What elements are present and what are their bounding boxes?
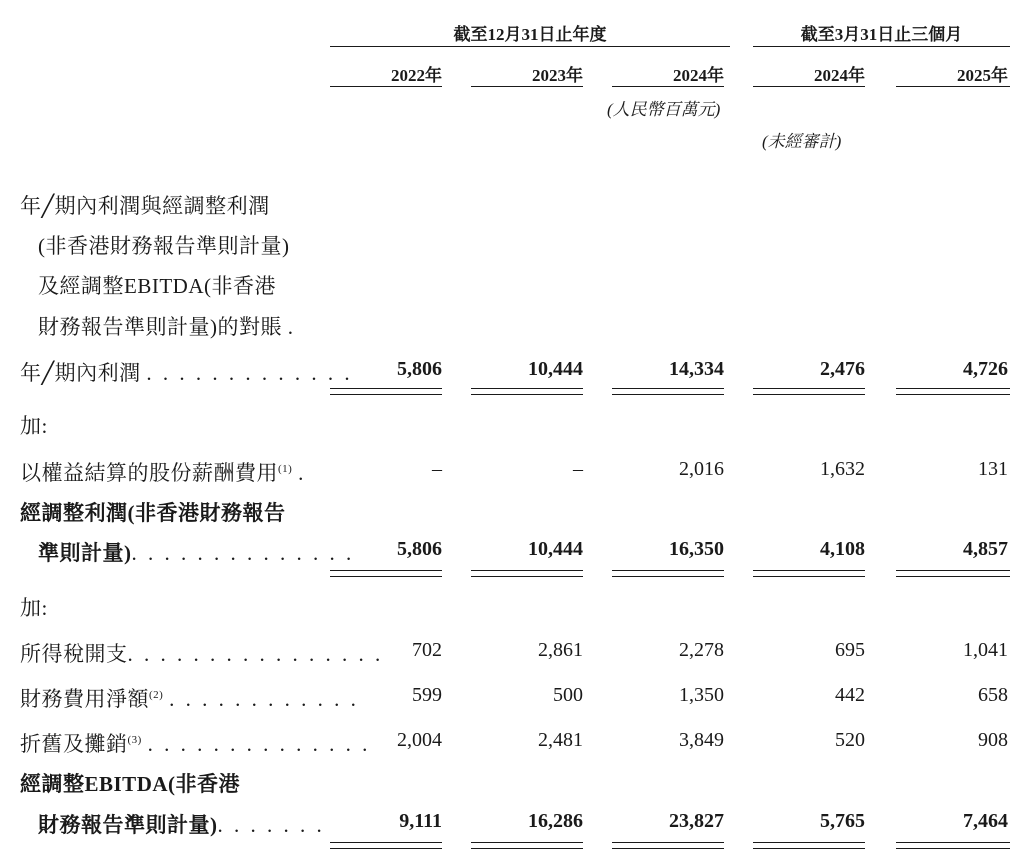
cell-income-tax-2024: 2,278 [679,639,724,661]
rule [330,394,442,395]
cell-adjusted-profit-q2025: 4,857 [963,538,1008,560]
cell-profit-q2025: 4,726 [963,358,1008,380]
rule [471,576,583,577]
header-group-quarter: 截至3月31日止三個月 [800,25,963,44]
rule [612,394,724,395]
cell-adjusted-ebitda-2022: 9,111 [399,810,442,832]
cell-depreciation-2022: 2,004 [397,729,442,751]
row-profit-dots: . . . . . . . . . . . . . [146,361,353,385]
cell-depreciation-q2025: 908 [978,729,1008,751]
cell-adjusted-ebitda-2023: 16,286 [528,810,583,832]
footnote-3: (3) [127,734,142,746]
rule [896,842,1010,843]
cell-income-tax-q2025: 1,041 [963,639,1008,661]
row-depreciation-text: 折舊及攤銷 [20,732,128,756]
rule [612,570,724,571]
section-title-line2: (非香港財務報告準則計量) [38,234,290,258]
rule [330,388,442,389]
rule [896,570,1010,571]
rule [471,388,583,389]
rule [612,388,724,389]
row-income-tax-dots: . . . . . . . . . . . . . . . . [127,642,384,666]
cell-profit-2024: 14,334 [669,358,724,380]
header-group-year: 截至12月31日止年度 [453,25,607,44]
row-adjusted-profit-dots: . . . . . . . . . . . . . . [131,541,355,565]
add-label-2: 加: [20,596,48,620]
unaudited-label: (未經審計) [762,132,842,151]
row-adjusted-profit-label-line2 [38,537,354,567]
row-adjusted-ebitda-label-line1: 經調整EBITDA(非香港 [20,772,241,796]
row-share-comp-label [20,457,304,487]
row-adjusted-ebitda-text: 財務報告準則計量) [38,813,218,837]
cell-depreciation-q2024: 520 [835,729,865,751]
row-income-tax-text: 所得稅開支 [20,642,128,666]
row-depreciation-dots: . . . . . . . . . . . . . . [147,732,371,756]
header-rule-4 [753,86,865,87]
cell-adjusted-ebitda-2024: 23,827 [669,810,724,832]
rule [471,570,583,571]
cell-share-comp-q2024: 1,632 [820,458,865,480]
row-adjusted-ebitda-dots: . . . . . . . [217,813,325,837]
row-profit-text: 年╱期內利潤 [20,361,141,385]
cell-profit-2022: 5,806 [397,358,442,380]
unit-label: (人民幣百萬元) [607,100,721,119]
cell-profit-q2024: 2,476 [820,358,865,380]
cell-share-comp-q2025: 131 [978,458,1008,480]
row-adjusted-profit-text: 準則計量) [38,541,132,565]
row-adjusted-ebitda-label-line2 [38,809,325,839]
row-finance-cost-label [20,683,359,713]
header-year-2023: 2023年 [532,66,583,85]
row-depreciation-label [20,728,370,758]
cell-adjusted-ebitda-q2025: 7,464 [963,810,1008,832]
rule [471,842,583,843]
cell-adjusted-profit-q2024: 4,108 [820,538,865,560]
rule [753,576,865,577]
cell-finance-cost-2024: 1,350 [679,684,724,706]
rule [753,394,865,395]
header-quarter-2025: 2025年 [957,66,1008,85]
rule [330,848,442,849]
cell-income-tax-2023: 2,861 [538,639,583,661]
row-income-tax-label [20,638,383,668]
add-label-1: 加: [20,414,48,438]
rule [896,848,1010,849]
cell-finance-cost-2022: 599 [412,684,442,706]
section-title-line4: 財務報告準則計量)的對賬 . [38,315,294,339]
cell-share-comp-2022: – [432,458,442,480]
header-rule-1 [330,86,442,87]
cell-finance-cost-q2025: 658 [978,684,1008,706]
header-rule-2 [471,86,583,87]
section-title-line1: 年╱期內利潤與經調整利潤 [20,194,270,218]
rule [896,394,1010,395]
cell-finance-cost-q2024: 442 [835,684,865,706]
rule [330,570,442,571]
cell-income-tax-2022: 702 [412,639,442,661]
row-share-comp-dots: . [298,461,304,485]
header-group-year-rule [330,46,730,47]
cell-depreciation-2024: 3,849 [679,729,724,751]
cell-share-comp-2023: – [573,458,583,480]
header-quarter-2024: 2024年 [814,66,865,85]
rule [753,842,865,843]
cell-share-comp-2024: 2,016 [679,458,724,480]
cell-adjusted-profit-2024: 16,350 [669,538,724,560]
rule [330,842,442,843]
rule [753,388,865,389]
rule [330,576,442,577]
rule [471,394,583,395]
header-rule-5 [896,86,1010,87]
row-profit-label [20,357,353,387]
cell-finance-cost-2023: 500 [553,684,583,706]
header-year-2022: 2022年 [391,66,442,85]
header-rule-3 [612,86,724,87]
section-title-line3: 及經調整EBITDA(非香港 [38,274,276,298]
cell-adjusted-ebitda-q2024: 5,765 [820,810,865,832]
header-group-quarter-rule [753,46,1010,47]
row-finance-cost-dots: . . . . . . . . . . . . [169,687,359,711]
cell-profit-2023: 10,444 [528,358,583,380]
cell-income-tax-q2024: 695 [835,639,865,661]
rule [896,388,1010,389]
cell-depreciation-2023: 2,481 [538,729,583,751]
rule [896,576,1010,577]
cell-adjusted-profit-2023: 10,444 [528,538,583,560]
header-year-2024: 2024年 [673,66,724,85]
rule [612,842,724,843]
row-share-comp-text: 以權益結算的股份薪酬費用 [20,461,278,485]
footnote-2: (2) [149,689,164,701]
rule [612,848,724,849]
rule [753,848,865,849]
cell-adjusted-profit-2022: 5,806 [397,538,442,560]
rule [471,848,583,849]
rule [612,576,724,577]
row-adjusted-profit-label-line1: 經調整利潤(非香港財務報告 [20,501,286,525]
row-finance-cost-text: 財務費用淨額 [20,687,149,711]
rule [753,570,865,571]
footnote-1: (1) [278,463,293,475]
